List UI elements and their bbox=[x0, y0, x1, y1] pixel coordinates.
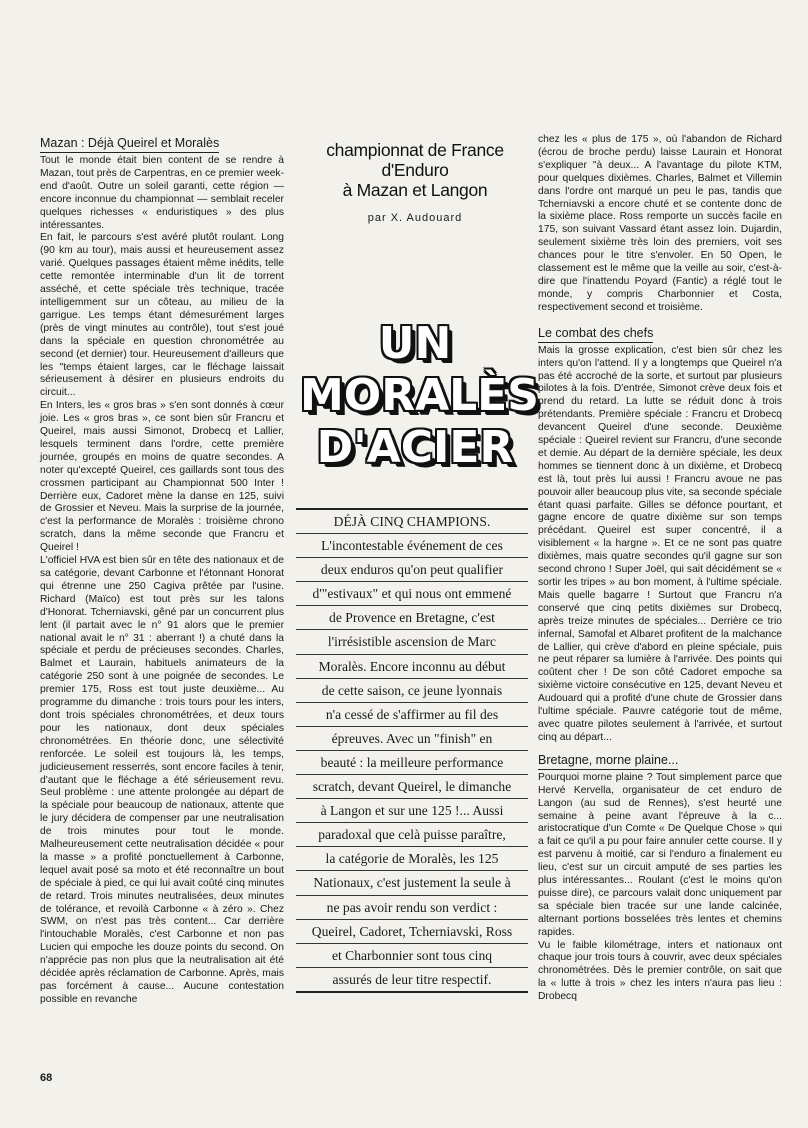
intro-box bbox=[296, 508, 528, 993]
intro-line: l'irrésistible ascension de Marc bbox=[296, 630, 528, 654]
title-line: D'ACIER bbox=[316, 422, 514, 473]
intro-line: deux enduros qu'on peut qualifier bbox=[296, 558, 528, 582]
intro-line: L'incontestable événement de ces bbox=[296, 534, 528, 558]
section-heading-bretagne: Bretagne, morne plaine... bbox=[538, 753, 678, 770]
article-byline: par X. Audouard bbox=[367, 212, 463, 224]
article-title bbox=[300, 318, 539, 474]
body-paragraph: L'officiel HVA est bien sûr en tête des nationaux et de sa catégorie, devant Carbonne et l'étonnant Honorat qui étrenne une 250 Cagiva prêtée par l'usine. Richard (Maïco) est tout près sur les talons d'Honorat. Tcherniavski, gêné par un concurrent plus lent (il partait avec le n° 91 alors que le premier national avait le n° 31 : aberrant !) a chuté dans la spéciale et perdu de précieuses secondes. Charles, Balmet et Laurain, habituels animateurs de la catégorie 250 sont à une poignée de secondes. Le premier 175, Ross est tout juste deuxième... Au programme du dimanche : trois tours pour les inters, dont trois spéciales chronométrées, et deux tours pour les nationaux, dont deux spéciales chronométrées. En théorie donc, une sélectivité renforcée. Le soleil est toujours là, les temps, judicieusement resserrés, sont encore faciles à tenir, d'autant que le fléchage a été sérieusement revu. Seul problème : une attente prolongée au départ de la spéciale pour beaucoup de nationaux, attente que le jury décidera de compenser par une neutralisation de trois minutes pour tout le monde. Malheureusement cette neutralisation décidée « pour la masse » a profité ponctuellement à Carbonne, lequel avait posé sa moto et été reconnaître un bout de spéciale à pied, ce qui lui avait coûté cinq minutes de retard. Trois minutes neutralisées, deux minutes de tolérance, et revoilà Carbonne « à zéro ». Chez SWM, on n'est pas très content... Car derrière l'intouchable Moralès, c'est Carbonne et non pas Lucien qui empoche les douze points du second. On n'apprécie pas non plus que la neutralisation ait été décidée après réclamation de Carbonne. Après, mais pas forcément à cause... Aucune contestation possible en revanche bbox=[40, 555, 284, 1005]
intro-line: Queirel, Cadoret, Tcherniavski, Ross bbox=[296, 920, 528, 944]
intro-line: n'a cessé de s'affirmer au fil des bbox=[296, 703, 528, 727]
intro-line: la catégorie de Moralès, les 125 bbox=[296, 847, 528, 871]
intro-line: ne pas avoir rendu son verdict : bbox=[296, 896, 528, 920]
body-paragraph: En fait, le parcours s'est avéré plutôt roulant. Long (90 km au tour), mais aussi et heureusement assez varié. Quelques passages étaient même inédits, telle cette remontée interminable d'un lit de torrent asséché, et cette spéciale très technique, tracée intelligemment sur un côteau, au milieu de la garrigue. Les temps étant démesurément larges (près de vingt minutes au contrôle), tout s'est joué dans la spéciale en question chronométrée au second (et dernier) tour. Heureusement d'ailleurs que les "temps étaient larges, car le fléchage laissait sérieusement à désirer en plusieurs endroits du circuit... bbox=[40, 232, 284, 399]
intro-line: assurés de leur titre respectif. bbox=[332, 971, 492, 987]
title-line: MORALÈS bbox=[300, 370, 539, 421]
section-heading-mazan: Mazan : Déjà Queirel et Moralès bbox=[40, 136, 219, 153]
intro-line: d'"estivaux" et qui nous ont emmené bbox=[296, 582, 528, 606]
section-bretagne bbox=[538, 753, 782, 1004]
intro-line: scratch, devant Queirel, le dimanche bbox=[296, 775, 528, 799]
intro-line: beauté : la meilleure performance bbox=[296, 751, 528, 775]
body-paragraph: Vu le faible kilométrage, inters et nationaux ont chaque jour trois tours à couvrir, avec deux spéciales chronométrées. Dès le premier contrôle, on sait que la « lutte à trois » chez les inters n'aura pas lieu : Drobecq bbox=[538, 939, 782, 1003]
left-column bbox=[40, 136, 284, 1007]
intro-line: et Charbonnier sont tous cinq bbox=[296, 944, 528, 968]
intro-lines bbox=[296, 508, 528, 993]
body-paragraph: Mais la grosse explication, c'est bien sûr chez les inters qu'on l'attend. Il y a longtemps que Queirel n'a pas été accroché de la sorte, et surtout par plusieurs pilotes à la fois. D'entrée, Simonot crève deux fois et prend du retard. La lutte se réduit donc à trois prétendants. Première spéciale : Francru et Drobecq devancent Queirel d'une seconde. Deuxième spéciale : Queirel revient sur Francru, d'une seconde et demie. Au départ de la dernière spéciale, les deux hommes se tiennent donc à un dixième, et Drobecq est là, tout près lui aussi ! Francru avoue ne pas pouvoir aller beaucoup plus vite, sa seconde spéciale étant quasi parfaite. Gilles se défonce pourtant, et gagne encore de quatre dixième sur son temps précédant. Queirel est super concentré, il a visiblement « la hargne ». Et ce ne sont pas quatre dixièmes, mais quatre secondes qu'il gagne sur son second chrono ! Super Joël, qui sait décidément se « sortir les tripes » au bon moment, à l'ultime spéciale. Mais quelle bagarre ! Surtout que Francru n'a conservé que cinq petits dixièmes sur Drobecq, après treize minutes de spéciales... Derrière ce trio infernal, Samofal et Albaret profitent de la malchance de Lallier, qui crève d'abord en pleine spéciale, puis ne peut réparer sa lumière à l'arrivée. Des points qui coûtent cher ! De son côté Cadoret empoche sa sixième victoire consécutive en 125, devant Neveu et Audouard qui a profité d'une chute de Grossier dans l'ultime spéciale. Pauvre catégorie tout de même, avec quatre pilotes seulement à l'arrivée, et surtout cinq au départ... bbox=[538, 344, 782, 743]
article-kicker bbox=[300, 140, 530, 200]
body-paragraph: chez les « plus de 175 », où l'abandon de Richard (écrou de broche perdu) laisse Laurain et Honorat s'expliquer "à deux... A l'avantage du pilote KTM, pour quelques dixièmes. Charles, Balmet et Villemin dans l'ordre ont marqué un peu le pas, tandis que Tcherniavski a encore chuté et se contente donc de la sixième place. Ross remporte un succès facile en 175, son suivant Vassard étant assez loin. Dujardin, seulement sixième très loin des premiers, voit ses chances pour le titre s'envoler. En 50 Open, le classement est le même que la veille au soir, c'est-à-dire que l'inattendu Poyard (Fantic) a réglé tout le monde, y compris Charbonnier et Costa, respectivement second et troisième. bbox=[538, 134, 782, 313]
kicker-line: d'Enduro bbox=[381, 160, 449, 180]
intro-line: Moralès. Encore inconnu au début bbox=[296, 655, 528, 679]
article-header bbox=[300, 140, 530, 224]
body-paragraph: Pourquoi morne plaine ? Tout simplement parce que Hervé Kervella, organisateur de cet enduro de Langon (au sud de Rennes), s'est heurté une semaine à peine avant l'épreuve à la c... aristocratique d'un Comte « De Quelque Chose » qui a fait ce qu'il a pu pour faire annuler cette course. Il y est parvenu à moitié, car si l'enduro a finalement eu lieu, c'est sur un circuit amputé de ses parties les plus intéressantes... Roulant (c'est le moins qu'on puisse dire), ce parcours valait donc uniquement par sa spéciale bien tracée sur une lande calcinée, alternant portions bosselées très lentes et chemins rapides. bbox=[538, 771, 782, 938]
intro-line: épreuves. Avec un "finish" en bbox=[296, 727, 528, 751]
intro-line: Nationaux, c'est justement la seule à bbox=[296, 871, 528, 895]
right-column bbox=[538, 134, 782, 1004]
intro-line: de Provence en Bretagne, c'est bbox=[296, 606, 528, 630]
intro-line: paradoxal que celà puisse paraître, bbox=[296, 823, 528, 847]
body-paragraph: En Inters, les « gros bras » s'en sont donnés à cœur joie. Les « gros bras », ce sont bien sûr Francru et Queirel, mais aussi Simonot, Drobecq et Lallier, lesquels terminent dans l'ordre, cette première journée, groupés en moins de quatre secondes. A noter qu'excepté Queirel, ces gaillards sont tous des crossmen participant au Championnat 500 Inter ! Derrière eux, Cadoret mène la danse en 125, suivi de Grossier et Neveu. Mais la surprise de la journée, c'est la performance de Moralès : troisième chrono scratch, dans la même seconde que Francru et Queirel ! bbox=[40, 400, 284, 554]
section-combat bbox=[538, 326, 782, 745]
body-paragraph: Tout le monde était bien content de se rendre à Mazan, tout près de Carpentras, en ce premier week-end d'août. Outre un soleil garanti, cette région — encore inconnue du championnat — semblait receler quelques richesses « enduristiques » des plus intéressantes. bbox=[40, 155, 284, 231]
intro-line: de cette saison, ce jeune lyonnais bbox=[296, 679, 528, 703]
intro-line: DÉJÀ CINQ CHAMPIONS. bbox=[296, 510, 528, 534]
section-heading-combat: Le combat des chefs bbox=[538, 326, 653, 343]
intro-line: à Langon et sur une 125 !... Aussi bbox=[296, 799, 528, 823]
kicker-line: à Mazan et Langon bbox=[342, 180, 488, 200]
kicker-line: championnat de France bbox=[326, 140, 504, 160]
page-number: 68 bbox=[40, 1072, 53, 1084]
title-line: UN bbox=[378, 318, 452, 369]
